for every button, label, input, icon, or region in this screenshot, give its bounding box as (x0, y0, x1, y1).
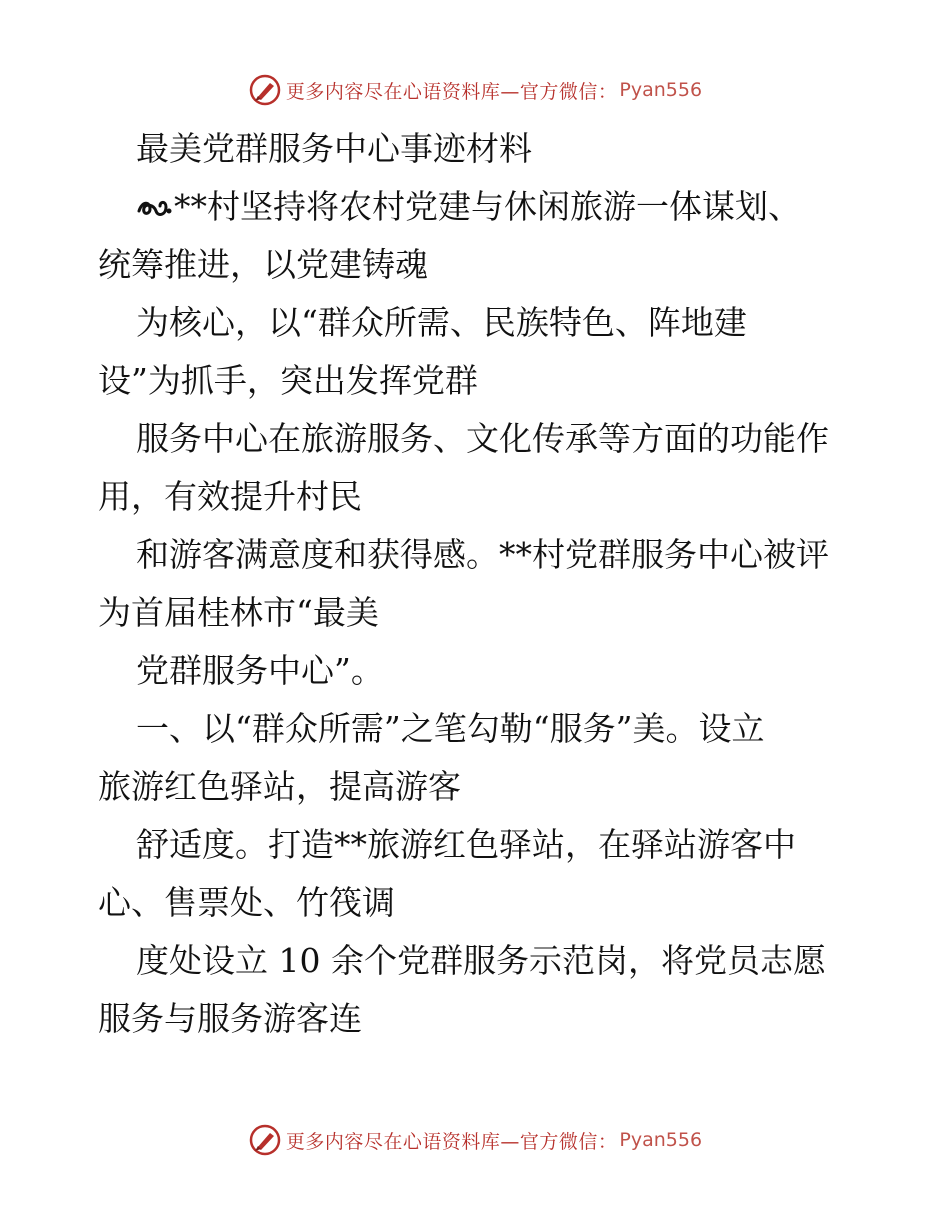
paragraph-text: **村坚持将农村党建与休闲旅游一体谋划、 (174, 187, 801, 226)
paragraph-line: 服务中心在旅游服务、文化传承等方面的功能作 (136, 419, 829, 458)
paragraph-line: 设”为抓手，突出发挥党群 (98, 361, 478, 400)
document-body (98, 120, 858, 1048)
footer-watermark (0, 1120, 950, 1160)
pen-logo-icon (248, 73, 282, 107)
header-watermark (0, 70, 950, 110)
section-heading-line: 一、以“群众所需”之笔勾勒“服务”美。设立 (136, 709, 765, 748)
document-title: 最美党群服务中心事迹材料 (136, 129, 532, 168)
watermark-text: 更多内容尽在心语资料库—官方微信： (285, 80, 618, 103)
paragraph-line: 为首届桂林市“最美 (98, 593, 379, 632)
watermark-text: 更多内容尽在心语资料库—官方微信： (285, 1130, 618, 1153)
paragraph-line: 心、售票处、竹筏调 (98, 883, 395, 922)
paragraph-line: 和游客满意度和获得感。**村党群服务中心被评 (136, 535, 829, 574)
paragraph-line: 度处设立 10 余个党群服务示范岗，将党员志愿 (136, 941, 826, 980)
paragraph-line: 旅游红色驿站，提高游客 (98, 767, 461, 806)
pen-logo-icon (248, 1123, 282, 1157)
flourish-icon (136, 193, 174, 221)
paragraph-line: 用，有效提升村民 (98, 477, 362, 516)
paragraph-line: 为核心，以“群众所需、民族特色、阵地建 (136, 303, 747, 342)
watermark-wechat-id: Pyan556 (619, 1129, 703, 1151)
paragraph-line: 党群服务中心”。 (136, 651, 384, 690)
paragraph-line: 舒适度。打造**旅游红色驿站，在驿站游客中 (136, 825, 796, 864)
watermark-wechat-id: Pyan556 (619, 79, 703, 101)
paragraph-line: 统筹推进，以党建铸魂 (98, 245, 428, 284)
paragraph-line (98, 178, 858, 236)
paragraph-line: 服务与服务游客连 (98, 999, 362, 1038)
